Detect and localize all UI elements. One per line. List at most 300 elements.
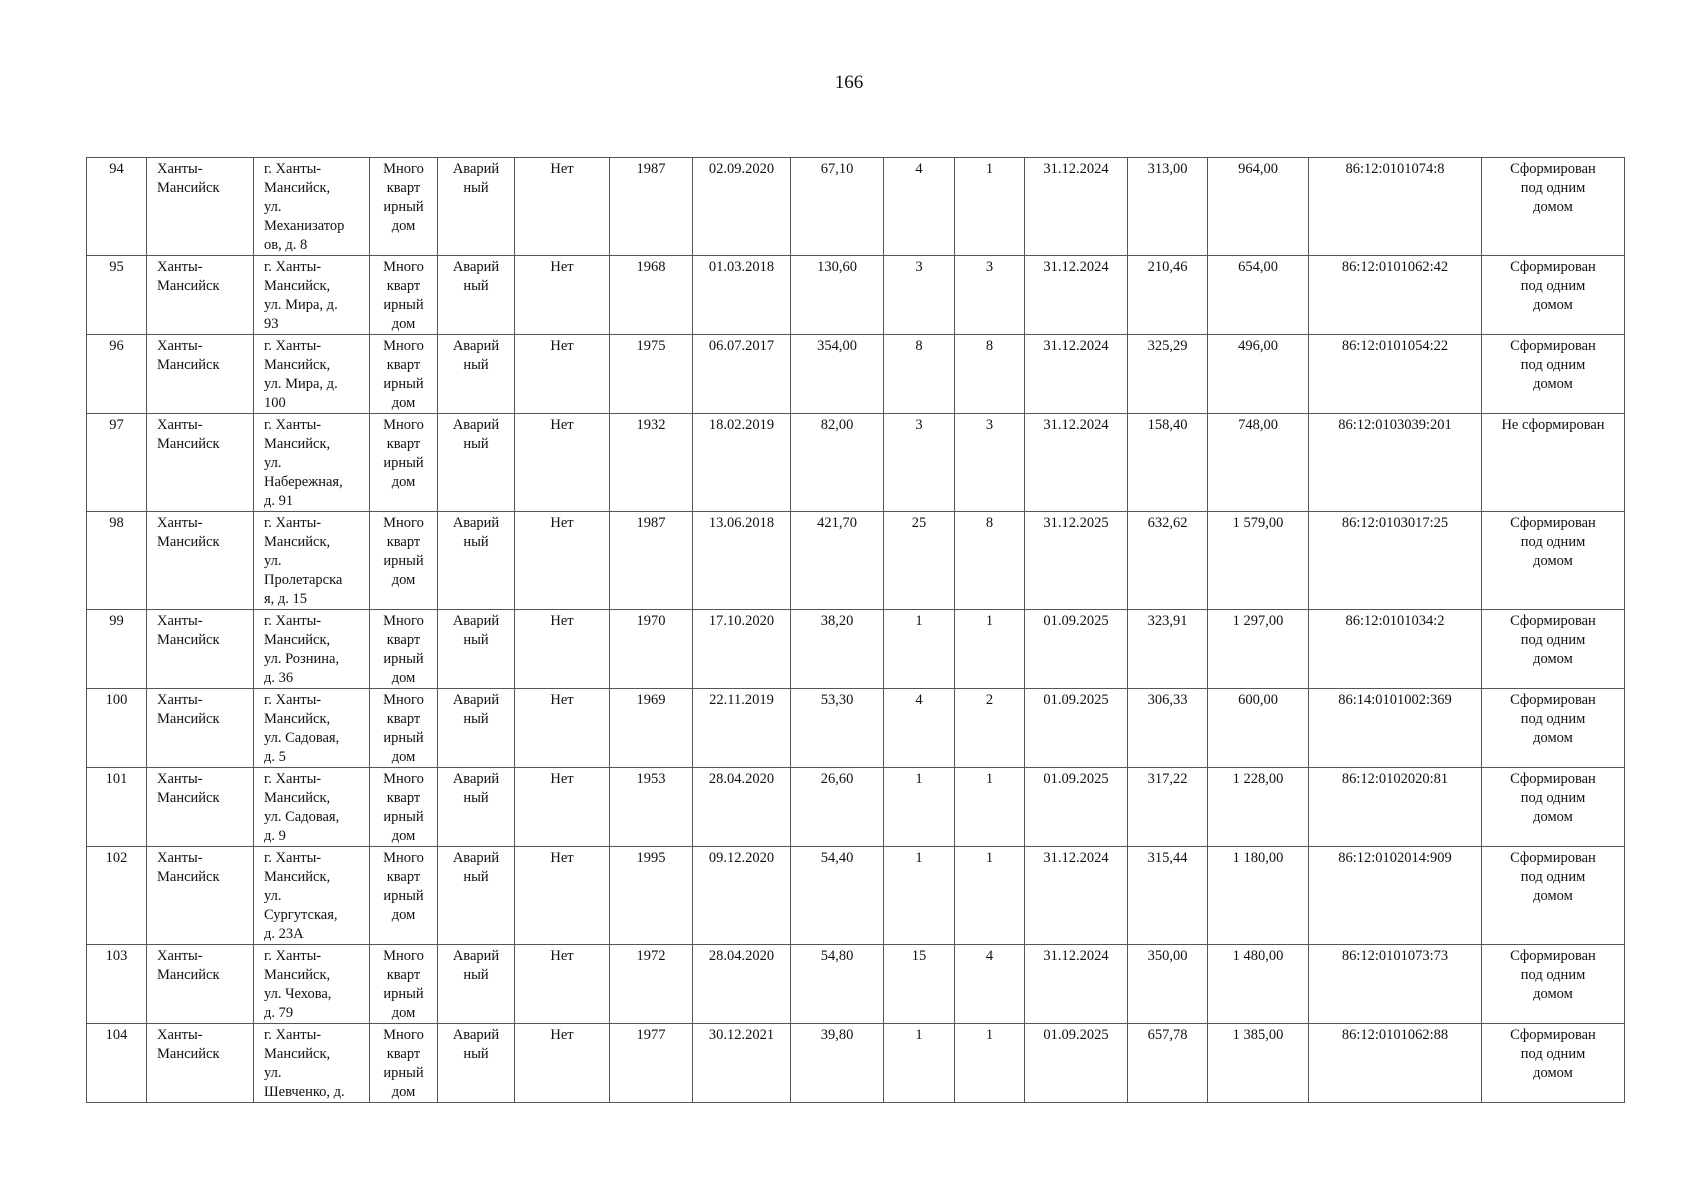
cell-year: 1987	[610, 158, 693, 256]
cell-type	[370, 512, 438, 610]
cell-line: кварт	[386, 278, 421, 294]
cell-line: дом	[391, 670, 416, 686]
cell-line: домом	[1533, 809, 1573, 825]
cell-line: кварт	[386, 711, 421, 727]
cell-line: под одним	[1520, 711, 1586, 727]
cell-line: 93	[264, 316, 279, 332]
cell-line: ирный	[383, 651, 424, 667]
cell-deadline: 01.09.2025	[1025, 610, 1128, 689]
cell-num: 94	[87, 158, 147, 256]
cell-v2: 748,00	[1208, 414, 1309, 512]
cell-line: ирный	[383, 1065, 424, 1081]
cell-line: Мансийск,	[264, 711, 331, 727]
cell-flag: Нет	[515, 1024, 610, 1103]
cell-city: Ханты-Мансийск	[147, 945, 254, 1024]
cell-line: Аварий	[452, 1027, 500, 1043]
cell-line: кварт	[386, 967, 421, 983]
cell-line: Много	[383, 259, 424, 275]
cell-line: кварт	[386, 869, 421, 885]
cell-line: г. Ханты-	[264, 161, 322, 177]
cell-line: дом	[391, 907, 416, 923]
table-row	[87, 1024, 1625, 1103]
cell-num: 103	[87, 945, 147, 1024]
cell-line: Сформирован	[1510, 515, 1596, 531]
cell-line: домом	[1533, 651, 1573, 667]
cell-deadline: 01.09.2025	[1025, 1024, 1128, 1103]
cell-date: 06.07.2017	[693, 335, 791, 414]
cell-deadline: 31.12.2025	[1025, 512, 1128, 610]
cell-line: ирный	[383, 553, 424, 569]
cell-addr	[254, 1024, 370, 1103]
housing-register-table	[86, 157, 1625, 1103]
cell-line: кварт	[386, 180, 421, 196]
cell-c2: 1	[955, 610, 1025, 689]
cell-date: 09.12.2020	[693, 847, 791, 945]
cell-v2: 1 385,00	[1208, 1024, 1309, 1103]
cell-land	[1482, 335, 1625, 414]
cell-year: 1987	[610, 512, 693, 610]
cell-line: под одним	[1520, 967, 1586, 983]
cell-line: домом	[1533, 297, 1573, 313]
cell-line: г. Ханты-	[264, 1027, 322, 1043]
cell-num: 98	[87, 512, 147, 610]
cell-v2: 1 180,00	[1208, 847, 1309, 945]
cell-land	[1482, 689, 1625, 768]
cell-city: Ханты-Мансийск	[147, 847, 254, 945]
cell-c1: 4	[884, 689, 955, 768]
cell-deadline: 31.12.2024	[1025, 158, 1128, 256]
cell-line: Мансийск,	[264, 357, 331, 373]
cell-cadastral: 86:12:0102014:909	[1309, 847, 1482, 945]
cell-status	[438, 945, 515, 1024]
cell-flag: Нет	[515, 768, 610, 847]
cell-line: Набережная,	[264, 474, 343, 490]
cell-line: ный	[463, 534, 489, 550]
cell-line: г. Ханты-	[264, 515, 322, 531]
cell-deadline: 01.09.2025	[1025, 689, 1128, 768]
cell-num: 100	[87, 689, 147, 768]
cell-line: ирный	[383, 455, 424, 471]
cell-land	[1482, 158, 1625, 256]
cell-line: ул.	[264, 199, 282, 215]
cell-line: Сформирован	[1510, 613, 1596, 629]
cell-deadline: 31.12.2024	[1025, 335, 1128, 414]
cell-city: Ханты-Мансийск	[147, 610, 254, 689]
cell-status	[438, 256, 515, 335]
cell-line: ул.	[264, 888, 282, 904]
cell-year: 1975	[610, 335, 693, 414]
cell-num: 102	[87, 847, 147, 945]
cell-type	[370, 689, 438, 768]
cell-line: Сформирован	[1510, 850, 1596, 866]
cell-flag: Нет	[515, 414, 610, 512]
cell-area: 38,20	[791, 610, 884, 689]
cell-year: 1972	[610, 945, 693, 1024]
cell-line: Сургутская,	[264, 907, 338, 923]
cell-line: Много	[383, 161, 424, 177]
cell-line: ул.	[264, 553, 282, 569]
cell-line: д. 79	[264, 1005, 294, 1021]
cell-line: Много	[383, 613, 424, 629]
cell-year: 1953	[610, 768, 693, 847]
cell-deadline: 31.12.2024	[1025, 945, 1128, 1024]
cell-city: Ханты-Мансийск	[147, 768, 254, 847]
cell-status	[438, 335, 515, 414]
cell-num: 104	[87, 1024, 147, 1103]
cell-city: Ханты-Мансийск	[147, 1024, 254, 1103]
cell-v1: 306,33	[1128, 689, 1208, 768]
cell-line: Аварий	[452, 515, 500, 531]
cell-area: 39,80	[791, 1024, 884, 1103]
cell-addr	[254, 689, 370, 768]
cell-line: Аварий	[452, 338, 500, 354]
cell-status	[438, 1024, 515, 1103]
cell-v1: 315,44	[1128, 847, 1208, 945]
cell-land	[1482, 512, 1625, 610]
cell-line: ирный	[383, 730, 424, 746]
cell-addr	[254, 512, 370, 610]
cell-v2: 496,00	[1208, 335, 1309, 414]
cell-line: г. Ханты-	[264, 417, 322, 433]
cell-land	[1482, 847, 1625, 945]
cell-line: Шевченко, д.	[264, 1084, 345, 1100]
cell-line: Сформирован	[1510, 1027, 1596, 1043]
cell-line: Мансийск,	[264, 1046, 331, 1062]
cell-line: кварт	[386, 436, 421, 452]
cell-line: Аварий	[452, 850, 500, 866]
table-row	[87, 768, 1625, 847]
cell-date: 28.04.2020	[693, 945, 791, 1024]
table-body	[87, 158, 1625, 1103]
cell-cadastral: 86:14:0101002:369	[1309, 689, 1482, 768]
cell-line: ный	[463, 357, 489, 373]
cell-line: дом	[391, 749, 416, 765]
cell-flag: Нет	[515, 158, 610, 256]
table-row	[87, 158, 1625, 256]
cell-v1: 632,62	[1128, 512, 1208, 610]
cell-line: Сформирован	[1510, 338, 1596, 354]
cell-line: под одним	[1520, 357, 1586, 373]
cell-line: домом	[1533, 553, 1573, 569]
cell-area: 82,00	[791, 414, 884, 512]
cell-addr	[254, 847, 370, 945]
cell-line: д. 9	[264, 828, 286, 844]
cell-v2: 1 228,00	[1208, 768, 1309, 847]
cell-v1: 350,00	[1128, 945, 1208, 1024]
cell-v1: 323,91	[1128, 610, 1208, 689]
cell-line: я, д. 15	[264, 591, 308, 607]
cell-line: ный	[463, 1046, 489, 1062]
cell-line: домом	[1533, 199, 1573, 215]
cell-line: ирный	[383, 986, 424, 1002]
cell-line: г. Ханты-	[264, 771, 322, 787]
table-row	[87, 414, 1625, 512]
cell-addr	[254, 256, 370, 335]
cell-city: Ханты-Мансийск	[147, 158, 254, 256]
cell-land	[1482, 1024, 1625, 1103]
cell-line: Мансийск,	[264, 180, 331, 196]
cell-line: Сформирован	[1510, 692, 1596, 708]
cell-line: ов, д. 8	[264, 237, 308, 253]
cell-land	[1482, 256, 1625, 335]
cell-line: д. 23А	[264, 926, 304, 942]
cell-addr	[254, 945, 370, 1024]
cell-area: 421,70	[791, 512, 884, 610]
cell-line: ный	[463, 436, 489, 452]
cell-line: дом	[391, 395, 416, 411]
cell-line: ирный	[383, 376, 424, 392]
cell-c2: 2	[955, 689, 1025, 768]
cell-year: 1995	[610, 847, 693, 945]
cell-date: 22.11.2019	[693, 689, 791, 768]
cell-line: ный	[463, 278, 489, 294]
cell-line: ул. Мира, д.	[264, 376, 338, 392]
cell-c1: 8	[884, 335, 955, 414]
cell-flag: Нет	[515, 847, 610, 945]
cell-line: домом	[1533, 376, 1573, 392]
cell-cadastral: 86:12:0101054:22	[1309, 335, 1482, 414]
cell-line: под одним	[1520, 534, 1586, 550]
cell-line: Много	[383, 515, 424, 531]
cell-city: Ханты-Мансийск	[147, 256, 254, 335]
cell-line: под одним	[1520, 632, 1586, 648]
cell-c1: 15	[884, 945, 955, 1024]
cell-addr	[254, 414, 370, 512]
cell-status	[438, 768, 515, 847]
cell-year: 1969	[610, 689, 693, 768]
cell-c2: 1	[955, 847, 1025, 945]
cell-line: ный	[463, 967, 489, 983]
cell-line: Сформирован	[1510, 948, 1596, 964]
table-row	[87, 945, 1625, 1024]
cell-c1: 4	[884, 158, 955, 256]
cell-line: кварт	[386, 632, 421, 648]
cell-line: Механизатор	[264, 218, 345, 234]
cell-c2: 8	[955, 512, 1025, 610]
cell-line: дом	[391, 474, 416, 490]
cell-line: ул. Рознина,	[264, 651, 340, 667]
cell-line: дом	[391, 1084, 416, 1100]
cell-line: кварт	[386, 357, 421, 373]
cell-line: дом	[391, 828, 416, 844]
cell-flag: Нет	[515, 689, 610, 768]
cell-v2: 964,00	[1208, 158, 1309, 256]
cell-line: дом	[391, 218, 416, 234]
cell-line: ирный	[383, 888, 424, 904]
cell-line: д. 36	[264, 670, 294, 686]
cell-line: г. Ханты-	[264, 948, 322, 964]
cell-line: г. Ханты-	[264, 613, 322, 629]
cell-line: Много	[383, 850, 424, 866]
cell-status	[438, 610, 515, 689]
cell-type	[370, 158, 438, 256]
cell-status	[438, 158, 515, 256]
cell-line: Много	[383, 948, 424, 964]
cell-city: Ханты-Мансийск	[147, 414, 254, 512]
cell-year: 1977	[610, 1024, 693, 1103]
cell-flag: Нет	[515, 945, 610, 1024]
cell-line: г. Ханты-	[264, 259, 322, 275]
cell-line: домом	[1533, 888, 1573, 904]
cell-line: домом	[1533, 986, 1573, 1002]
cell-v1: 313,00	[1128, 158, 1208, 256]
cell-type	[370, 1024, 438, 1103]
cell-land	[1482, 768, 1625, 847]
cell-line: Много	[383, 338, 424, 354]
cell-line: ный	[463, 869, 489, 885]
cell-addr	[254, 610, 370, 689]
cell-c1: 1	[884, 847, 955, 945]
cell-area: 354,00	[791, 335, 884, 414]
cell-line: ный	[463, 790, 489, 806]
cell-line: кварт	[386, 790, 421, 806]
cell-num: 95	[87, 256, 147, 335]
cell-date: 28.04.2020	[693, 768, 791, 847]
cell-num: 97	[87, 414, 147, 512]
cell-line: Много	[383, 771, 424, 787]
cell-line: домом	[1533, 1065, 1573, 1081]
cell-line: ул. Мира, д.	[264, 297, 338, 313]
cell-area: 54,40	[791, 847, 884, 945]
cell-year: 1970	[610, 610, 693, 689]
cell-flag: Нет	[515, 256, 610, 335]
cell-v2: 654,00	[1208, 256, 1309, 335]
cell-status	[438, 414, 515, 512]
cell-c2: 1	[955, 1024, 1025, 1103]
cell-line: ный	[463, 180, 489, 196]
cell-city: Ханты-Мансийск	[147, 512, 254, 610]
cell-year: 1932	[610, 414, 693, 512]
cell-date: 01.03.2018	[693, 256, 791, 335]
cell-land	[1482, 945, 1625, 1024]
cell-cadastral: 86:12:0101073:73	[1309, 945, 1482, 1024]
cell-line: Мансийск,	[264, 967, 331, 983]
cell-line: домом	[1533, 730, 1573, 746]
cell-line: ирный	[383, 297, 424, 313]
cell-line: кварт	[386, 1046, 421, 1062]
cell-line: 100	[264, 395, 286, 411]
table-row	[87, 610, 1625, 689]
cell-line: Мансийск,	[264, 534, 331, 550]
cell-area: 67,10	[791, 158, 884, 256]
cell-c2: 8	[955, 335, 1025, 414]
cell-line: г. Ханты-	[264, 338, 322, 354]
cell-deadline: 31.12.2024	[1025, 256, 1128, 335]
cell-line: Мансийск,	[264, 790, 331, 806]
cell-type	[370, 256, 438, 335]
cell-line: Сформирован	[1510, 771, 1596, 787]
cell-v2: 1 579,00	[1208, 512, 1309, 610]
cell-city: Ханты-Мансийск	[147, 689, 254, 768]
cell-v1: 158,40	[1128, 414, 1208, 512]
cell-cadastral: 86:12:0101062:88	[1309, 1024, 1482, 1103]
cell-line: ул.	[264, 1065, 282, 1081]
cell-num: 96	[87, 335, 147, 414]
cell-line: Мансийск,	[264, 436, 331, 452]
cell-area: 54,80	[791, 945, 884, 1024]
cell-v1: 317,22	[1128, 768, 1208, 847]
table-row	[87, 847, 1625, 945]
cell-line: под одним	[1520, 278, 1586, 294]
cell-line: кварт	[386, 534, 421, 550]
cell-line: Аварий	[452, 417, 500, 433]
cell-v2: 1 480,00	[1208, 945, 1309, 1024]
cell-status	[438, 689, 515, 768]
cell-line: Много	[383, 417, 424, 433]
cell-line: Аварий	[452, 771, 500, 787]
cell-type	[370, 610, 438, 689]
cell-c1: 25	[884, 512, 955, 610]
table-row	[87, 512, 1625, 610]
cell-v2: 1 297,00	[1208, 610, 1309, 689]
cell-line: ул. Чехова,	[264, 986, 332, 1002]
cell-line: под одним	[1520, 180, 1586, 196]
cell-addr	[254, 768, 370, 847]
cell-status	[438, 512, 515, 610]
cell-c2: 1	[955, 158, 1025, 256]
cell-c1: 1	[884, 610, 955, 689]
cell-line: под одним	[1520, 790, 1586, 806]
cell-date: 17.10.2020	[693, 610, 791, 689]
cell-c2: 1	[955, 768, 1025, 847]
cell-line: Пролетарска	[264, 572, 343, 588]
cell-deadline: 31.12.2024	[1025, 847, 1128, 945]
cell-line: Сформирован	[1510, 259, 1596, 275]
table-row	[87, 256, 1625, 335]
cell-v1: 657,78	[1128, 1024, 1208, 1103]
cell-v2: 600,00	[1208, 689, 1309, 768]
cell-line: Сформирован	[1510, 161, 1596, 177]
cell-land	[1482, 610, 1625, 689]
cell-cadastral: 86:12:0103017:25	[1309, 512, 1482, 610]
cell-type	[370, 335, 438, 414]
cell-line: ул. Садовая,	[264, 730, 340, 746]
cell-deadline: 01.09.2025	[1025, 768, 1128, 847]
cell-cadastral: 86:12:0102020:81	[1309, 768, 1482, 847]
cell-addr	[254, 335, 370, 414]
cell-date: 13.06.2018	[693, 512, 791, 610]
cell-area: 130,60	[791, 256, 884, 335]
cell-c2: 4	[955, 945, 1025, 1024]
cell-line: г. Ханты-	[264, 850, 322, 866]
cell-c1: 3	[884, 414, 955, 512]
cell-line: д. 91	[264, 493, 294, 509]
table-row	[87, 689, 1625, 768]
cell-cadastral: 86:12:0103039:201	[1309, 414, 1482, 512]
cell-line: дом	[391, 572, 416, 588]
cell-line: ирный	[383, 809, 424, 825]
cell-line: ный	[463, 632, 489, 648]
cell-deadline: 31.12.2024	[1025, 414, 1128, 512]
cell-line: дом	[391, 1005, 416, 1021]
cell-line: Аварий	[452, 259, 500, 275]
cell-line: Аварий	[452, 613, 500, 629]
cell-line: Много	[383, 692, 424, 708]
cell-line: Много	[383, 1027, 424, 1043]
cell-line: Аварий	[452, 948, 500, 964]
cell-line: под одним	[1520, 1046, 1586, 1062]
cell-type	[370, 945, 438, 1024]
cell-status	[438, 847, 515, 945]
cell-line: дом	[391, 316, 416, 332]
cell-addr	[254, 158, 370, 256]
cell-c1: 3	[884, 256, 955, 335]
cell-line: д. 5	[264, 749, 286, 765]
cell-c1: 1	[884, 1024, 955, 1103]
cell-line: ный	[463, 711, 489, 727]
cell-line: Не сформирован	[1501, 417, 1605, 433]
cell-line: под одним	[1520, 869, 1586, 885]
